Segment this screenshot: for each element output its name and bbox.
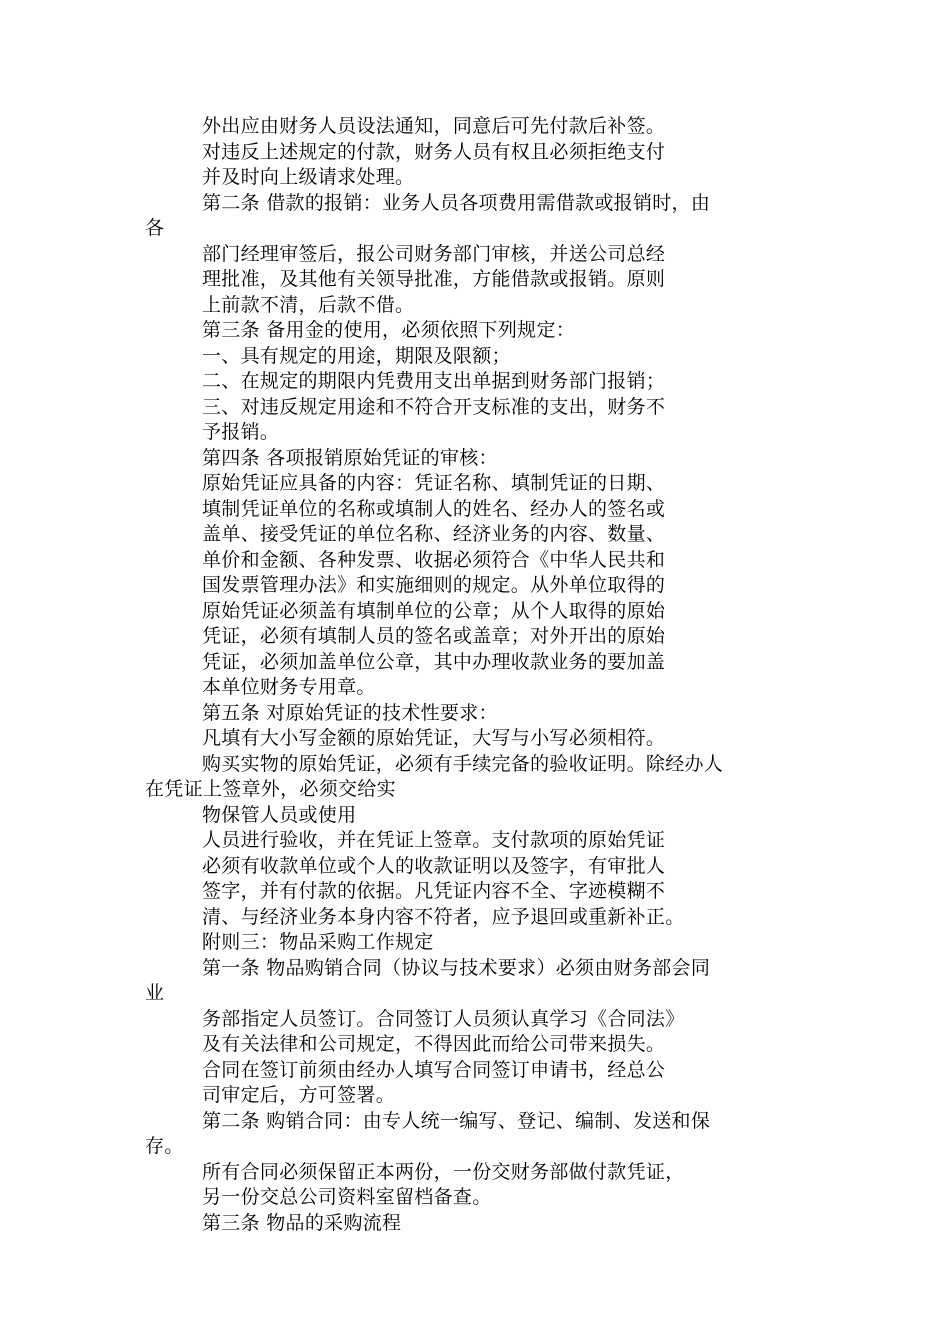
text-line: 外出应由财务人员设法通知，同意后可先付款后补签。 [202, 115, 666, 137]
text-line: 必须有收款单位或个人的收款证明以及签字，有审批人 [202, 854, 666, 877]
text-line: 并及时向上级请求处理。 [202, 166, 415, 188]
text-line: 盖单、接受凭证的单位名称、经济业务的内容、数量、 [202, 523, 666, 545]
text-line: 签字，并有付款的依据。凡凭证内容不全、字迹模糊不 [202, 880, 666, 902]
text-line: 填制凭证单位的名称或填制人的姓名、经办人的签名或 [202, 497, 666, 520]
text-line: 本单位财务专用章。 [202, 676, 376, 698]
text-line: 附则三：物品采购工作规定 [202, 931, 434, 953]
text-line: 第一条 物品购销合同（协议与技术要求）必须由财务部会同 [202, 956, 711, 979]
text-line: 原始凭证应具备的内容：凭证名称、填制凭证的日期、 [202, 472, 666, 494]
text-line: 凡填有大小写金额的原始凭证，大写与小写必须相符。 [202, 727, 666, 749]
text-line: 第五条 对原始凭证的技术性要求： [202, 701, 498, 724]
text-line: 第四条 各项报销原始凭证的审核： [202, 446, 498, 469]
text-line: 各 [145, 217, 165, 239]
text-line: 及有关法律和公司规定，不得因此而给公司带来损失。 [202, 1033, 666, 1055]
text-line: 物保管人员或使用 [202, 803, 357, 826]
text-line: 三、对违反规定用途和不符合开支标准的支出，财务不 [202, 395, 666, 418]
text-line: 清、与经济业务本身内容不符者，应予退回或重新补正。 [202, 905, 685, 928]
text-line: 司审定后，方可签署。 [202, 1084, 396, 1106]
text-line: 凭证，必须加盖单位公章，其中办理收款业务的要加盖 [202, 650, 666, 673]
text-line: 在凭证上签章外，必须交给实 [145, 778, 396, 800]
text-line: 部门经理审签后，报公司财务部门审核，并送公司总经 [202, 242, 666, 265]
text-line: 予报销。 [202, 421, 280, 443]
text-line: 业 [145, 982, 165, 1004]
text-line: 合同在签订前须由经办人填写合同签订申请书，经总公 [202, 1058, 666, 1081]
document-body [0, 114, 950, 1236]
text-line: 购买实物的原始凭证，必须有手续完备的验收证明。除经办人 [202, 752, 724, 775]
text-line: 第三条 物品的采购流程 [202, 1211, 402, 1234]
text-line: 对违反上述规定的付款，财务人员有权且必须拒绝支付 [202, 140, 666, 163]
text-line: 二、在规定的期限内凭费用支出单据到财务部门报销； [202, 370, 666, 392]
text-line: 第二条 购销合同：由专人统一编写、登记、编制、发送和保 [202, 1109, 711, 1132]
text-line: 凭证，必须有填制人员的签名或盖章；对外开出的原始 [202, 625, 666, 647]
text-line: 上前款不清，后款不借。 [202, 293, 415, 316]
text-line: 另一份交总公司资料室留档备查。 [202, 1186, 492, 1208]
text-line: 国发票管理办法》和实施细则的规定。从外单位取得的 [202, 574, 666, 596]
text-line: 第二条 借款的报销：业务人员各项费用需借款或报销时，由 [202, 191, 711, 214]
text-line: 存。 [145, 1135, 184, 1157]
text-line: 人员进行验收，并在凭证上签章。支付款项的原始凭证 [202, 829, 666, 851]
text-line: 单价和金额、各种发票、收据必须符合《中华人民共和 [202, 548, 666, 571]
text-line: 理批准，及其他有关领导批准，方能借款或报销。原则 [202, 268, 666, 290]
text-line: 一、具有规定的用途，期限及限额； [202, 344, 511, 367]
text-line: 原始凭证必须盖有填制单位的公章；从个人取得的原始 [202, 599, 666, 622]
text-line: 第三条 备用金的使用，必须依照下列规定： [202, 319, 576, 341]
text-line: 所有合同必须保留正本两份，一份交财务部做付款凭证， [202, 1160, 685, 1183]
text-line: 务部指定人员签订。合同签订人员须认真学习《合同法》 [202, 1007, 685, 1030]
